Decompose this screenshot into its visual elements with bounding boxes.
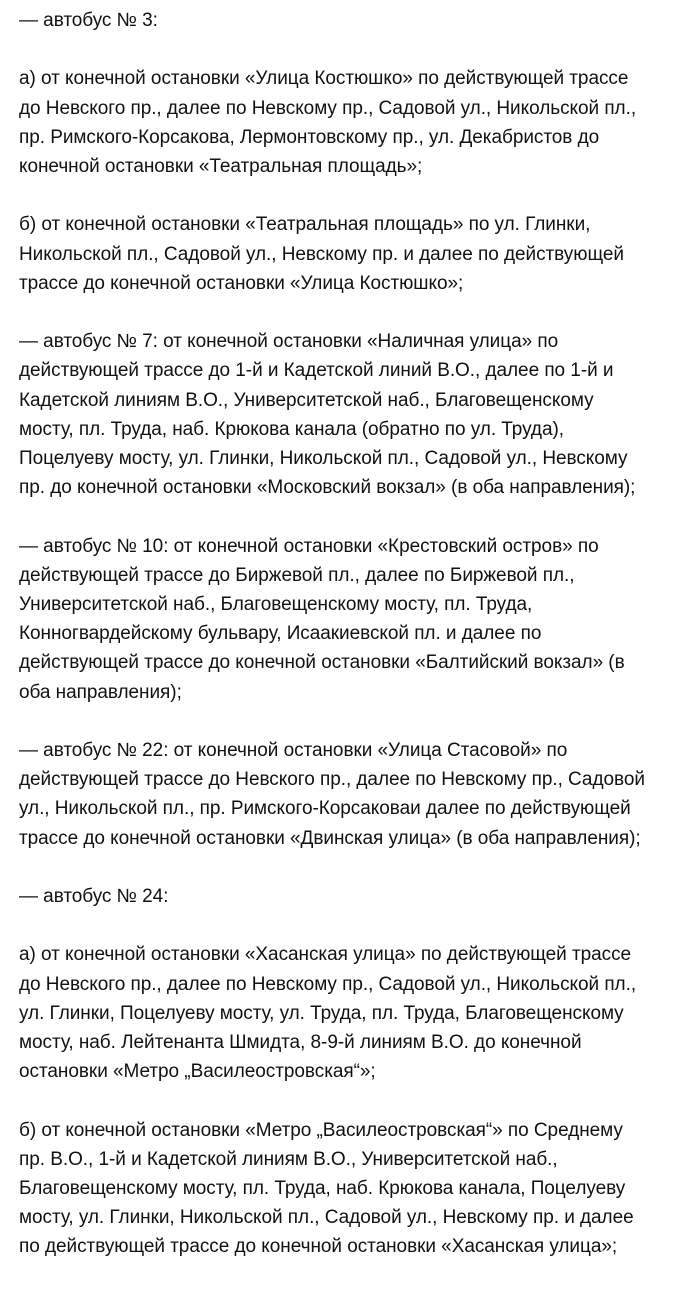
text-line: — автобус № 3: bbox=[19, 10, 158, 31]
text-line: действующей трассе до конечной остановки «Балтийский вокзал» (в bbox=[19, 652, 625, 674]
bus-24-route-b bbox=[19, 1116, 671, 1262]
text-line: мосту, ул. Глинки, Никольской пл., Садовой ул., Невскому пр. и далее bbox=[19, 1207, 634, 1229]
text-line: а) от конечной остановки «Улица Костюшко» по действующей трассе bbox=[19, 68, 629, 90]
text-line: пр. В.О., 1-й и Кадетской линиям В.О., Университетской наб., bbox=[19, 1148, 558, 1170]
text-line: б) от конечной остановки «Театральная площадь» по ул. Глинки, bbox=[19, 214, 591, 236]
text-line: Никольской пл., Садовой ул., Невскому пр. и далее по действующей bbox=[19, 243, 624, 265]
text-line: остановки «Метро „Василеостровская“»; bbox=[19, 1061, 376, 1083]
bus-3-heading bbox=[19, 6, 671, 35]
text-line: Университетской наб., Благовещенскому мосту, пл. Труда, bbox=[19, 594, 533, 615]
text-line: — автобус № 7: от конечной остановки «Наличная улица» по bbox=[19, 331, 559, 353]
text-line: мосту, пл. Труда, наб. Крюкова канала (обратно по ул. Труда), bbox=[19, 418, 564, 440]
bus-3-route-a bbox=[19, 64, 671, 181]
bus-3-route-b bbox=[19, 210, 671, 298]
text-line: ул., Никольской пл., пр. Римского-Корсаковаи далее по действующей bbox=[19, 798, 631, 820]
text-line: ул. Глинки, Поцелуеву мосту, ул. Труда, пл. Труда, Благовещенскому bbox=[19, 1002, 624, 1024]
text-line: конечной остановки «Театральная площадь»; bbox=[19, 156, 423, 177]
bus-24-route-a bbox=[19, 940, 671, 1086]
text-line: по действующей трассе до конечной остановки «Хасанская улица»; bbox=[19, 1236, 618, 1258]
text-line: Благовещенскому мосту, пл. Труда, наб. Крюкова канала, Поцелуеву bbox=[19, 1178, 626, 1199]
text-line: — автобус № 22: от конечной остановки «Улица Стасовой» по bbox=[19, 740, 568, 761]
text-line: действующей трассе до Невского пр., далее по Невскому пр., Садовой bbox=[19, 769, 645, 791]
text-line: пр. Римского-Корсакова, Лермонтовскому пр., ул. Декабристов до bbox=[19, 126, 600, 148]
text-line: пр. до конечной остановки «Московский вокзал» (в оба направления); bbox=[19, 477, 636, 499]
text-line: действующей трассе до Биржевой пл., далее по Биржевой пл., bbox=[19, 564, 575, 586]
text-line: мосту, наб. Лейтенанта Шмидта, 8-9-й линиям В.О. до конечной bbox=[19, 1032, 582, 1053]
text-line: Конногвардейскому бульвару, Исаакиевской пл. и далее по bbox=[19, 623, 542, 645]
text-line: до Невского пр., далее по Невскому пр., Садовой ул., Никольской пл., bbox=[19, 973, 637, 995]
bus-24-heading bbox=[19, 882, 671, 911]
text-line: Кадетской линиям В.О., Университетской наб., Благовещенскому bbox=[19, 389, 594, 411]
text-line: Поцелуеву мосту, ул. Глинки, Никольской пл., Садовой ул., Невскому bbox=[19, 448, 628, 469]
text-line: действующей трассе до 1-й и Кадетской линий В.О., далее по 1-й и bbox=[19, 360, 614, 382]
text-line: оба направления); bbox=[19, 681, 182, 703]
article-body bbox=[19, 6, 671, 1291]
text-line: трассе до конечной остановки «Двинская улица» (в оба направления); bbox=[19, 827, 641, 849]
bus-22-route bbox=[19, 736, 671, 853]
bus-10-route bbox=[19, 532, 671, 707]
text-line: — автобус № 24: bbox=[19, 886, 169, 907]
text-line: — автобус № 10: от конечной остановки «Крестовский остров» по bbox=[19, 535, 599, 557]
text-line: до Невского пр., далее по Невскому пр., Садовой ул., Никольской пл., bbox=[19, 97, 637, 119]
bus-7-route bbox=[19, 327, 671, 502]
text-line: трассе до конечной остановки «Улица Костюшко»; bbox=[19, 272, 464, 294]
text-line: б) от конечной остановки «Метро „Василеостровская“» по Среднему bbox=[19, 1119, 623, 1141]
text-line: а) от конечной остановки «Хасанская улица» по действующей трассе bbox=[19, 944, 632, 966]
